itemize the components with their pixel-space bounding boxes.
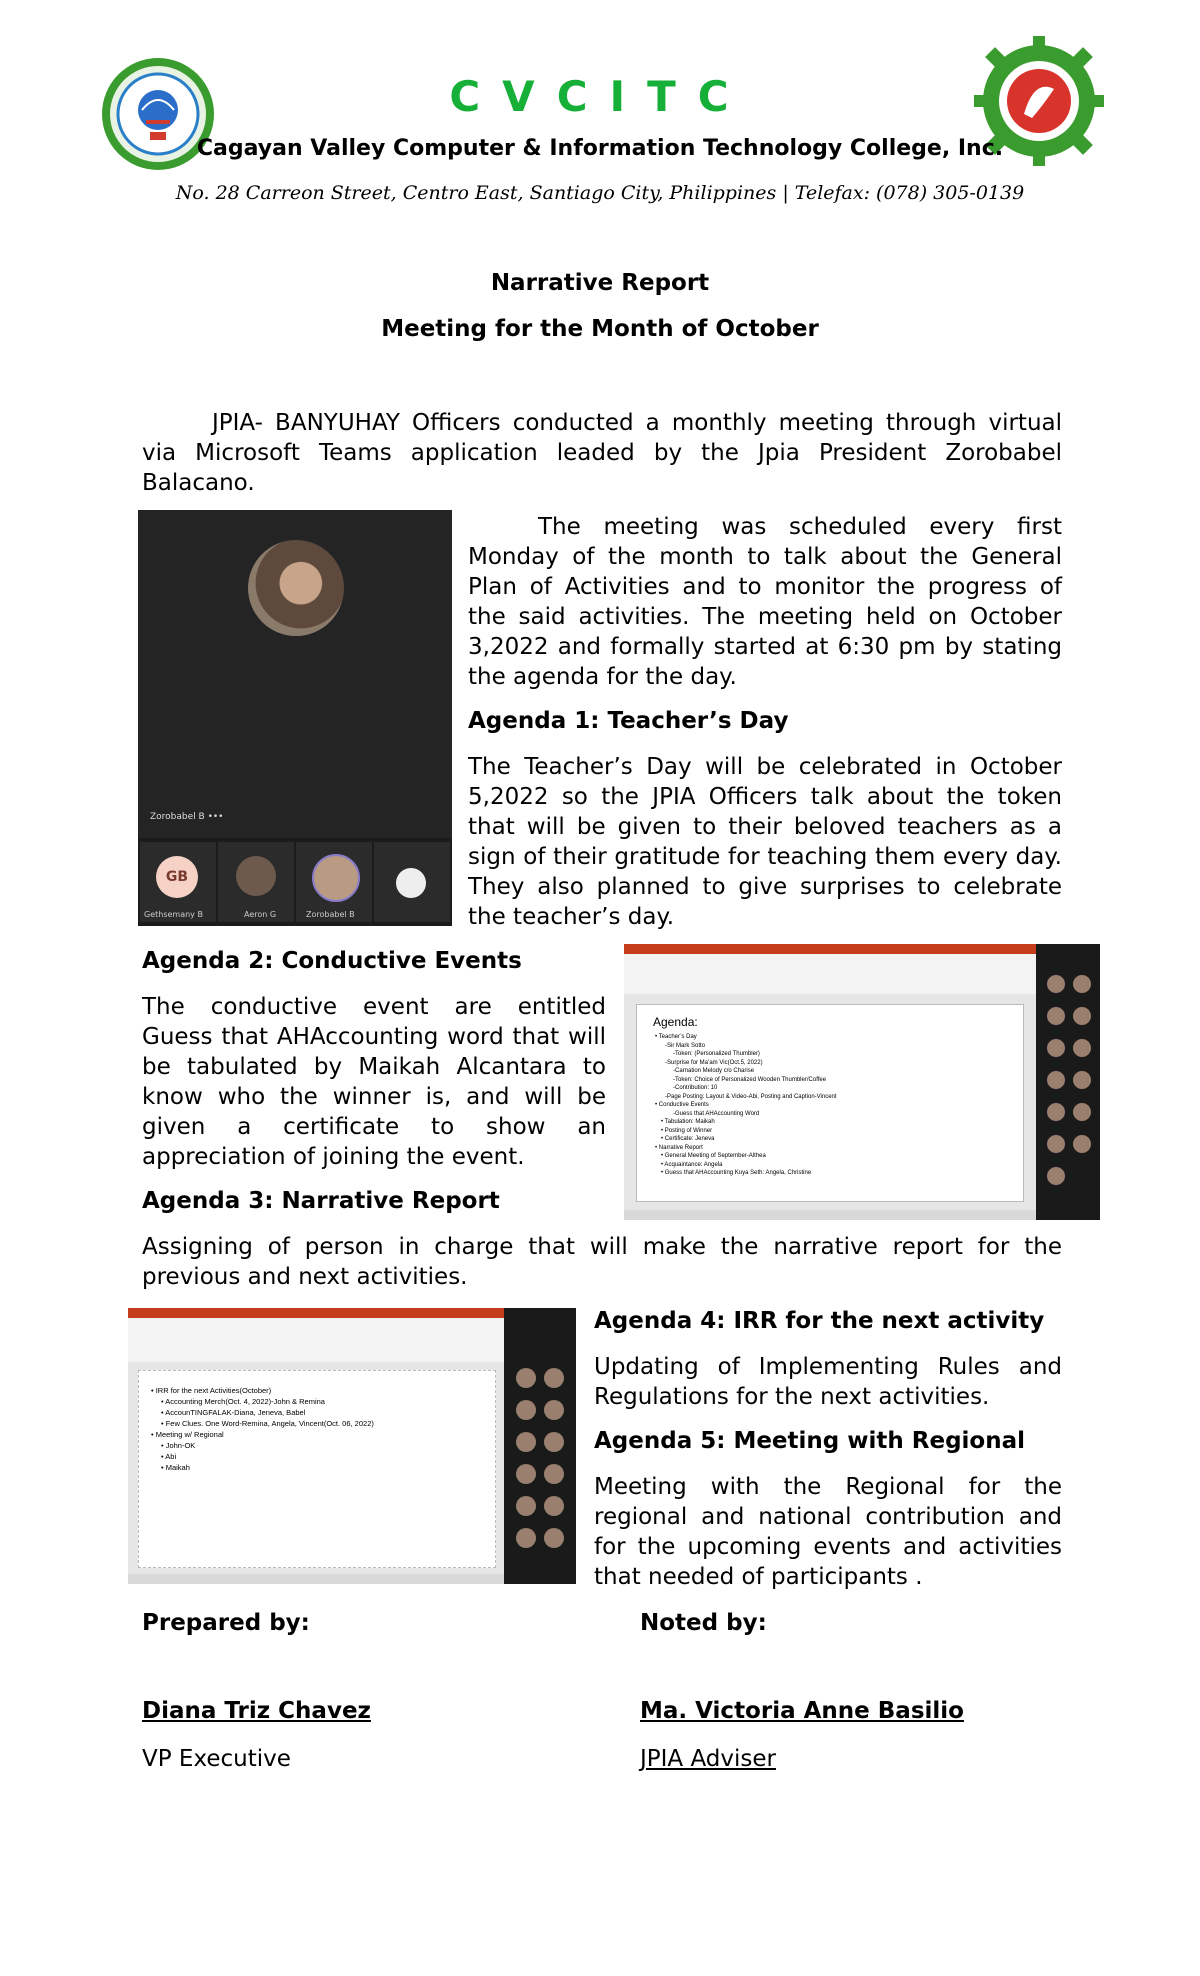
prepared-by-name: Diana Triz Chavez: [142, 1698, 371, 1724]
agenda-5-heading: Agenda 5: Meeting with Regional: [594, 1428, 1025, 1454]
slide-line: • Accounting Merch(Oct. 4, 2022)-John & Remina: [161, 1397, 325, 1406]
teams-call-screenshot: [138, 510, 452, 926]
participant-name: Aeron G: [244, 910, 277, 919]
participant-strip: [138, 838, 452, 926]
ppt-title-bar: [624, 944, 1036, 954]
slide-line: • General Meeting of September-Althea: [661, 1153, 766, 1159]
slide-line: • Meeting w/ Regional: [151, 1430, 224, 1439]
ppt-status-bar: [624, 1210, 1036, 1220]
participant-gallery: [504, 1308, 576, 1584]
slide-line: -Token: Choice of Personalized Wooden Thumbler/Coffee: [673, 1076, 827, 1083]
ppt-ribbon: [624, 954, 1036, 995]
participant-gallery: [1036, 944, 1100, 1220]
slide-line: -Guess that AHAccounting Word: [673, 1110, 760, 1117]
participant-avatars: [1036, 944, 1100, 1220]
speaker-name: Zorobabel B •••: [150, 812, 224, 822]
participant-tile: [140, 842, 216, 922]
ppt-status-bar: [128, 1574, 504, 1584]
prepared-by-label: Prepared by:: [142, 1610, 310, 1636]
slide-agenda-list: [655, 1033, 1015, 1178]
slide-line: • Few Clues. One Word-Remina, Angela, Vincent(Oct. 06, 2022): [161, 1419, 374, 1428]
agenda-1-body: The Teacher’s Day will be celebrated in October 5,2022 so the JPIA Officers talk about the token that will be given to their beloved teachers as a sign of their gratitude for teaching them every day. They also planned to give surprises to celebrate the teacher’s day.: [468, 754, 1062, 930]
noted-by-label: Noted by:: [640, 1610, 767, 1636]
slide-line: • AccounTINGFALAK-Diana, Jeneva, Babel: [161, 1408, 306, 1417]
slide-line: • John-OK: [161, 1441, 196, 1450]
noted-by-name: Ma. Victoria Anne Basilio: [640, 1698, 964, 1724]
participant-avatars: [504, 1308, 576, 1584]
slide-line: • Posting of Winner: [661, 1127, 713, 1134]
participant-tile: [218, 842, 294, 922]
slide-line: • Conductive Events: [655, 1102, 709, 1108]
participant-tile: [296, 842, 372, 922]
noted-by-role: JPIA Adviser: [640, 1746, 777, 1772]
college-name: Cagayan Valley Computer & Information Technology College, Inc.: [196, 136, 1004, 161]
speaker-avatar: [248, 540, 344, 636]
participant-tile: [374, 842, 450, 922]
slide-line: • Certificate: Jeneva: [661, 1136, 715, 1142]
participant-avatar: [312, 854, 360, 902]
report-title: Narrative Report: [490, 270, 710, 296]
participant-avatar: [396, 868, 426, 898]
slide-line: • IRR for the next Activities(October): [151, 1386, 272, 1395]
prepared-by-role: VP Executive: [142, 1746, 291, 1772]
agenda-2-body: The conductive event are entitled Guess that AHAccounting word that will be tabulated by Maikah Alcantara to know who the winner is, and will be given a certificate to show an appreciation of joining the event.: [142, 994, 606, 1170]
slide-line: • Acquaintance: Angela: [661, 1161, 723, 1168]
slide-line: -Carnation Melody c/o Charise: [673, 1068, 755, 1074]
ppt-slide: [138, 1370, 496, 1568]
slide-line: • Maikah: [161, 1463, 190, 1472]
agenda-5-body: Meeting with the Regional for the regional and national contribution and for the upcoming events and activities that needed of participants .: [594, 1474, 1062, 1590]
powerpoint-agenda-screenshot: [624, 944, 1100, 1220]
intro-paragraph: JPIA- BANYUHAY Officers conducted a monthly meeting through virtual via Microsoft Teams application leaded by the Jpia President Zorobabel Balacano.: [142, 410, 1062, 496]
slide-line: -Token: (Personalized Thumbler): [673, 1051, 760, 1057]
college-code: CVCITC: [449, 72, 751, 121]
slide-line: • Abi: [161, 1452, 177, 1461]
college-address: No. 28 Carreon Street, Centro East, Santiago City, Philippines | Telefax: (078) 305-0139: [175, 182, 1025, 204]
ppt-slide: [636, 1004, 1024, 1202]
participant-initials: GB: [156, 856, 198, 898]
slide-line: • Teacher’s Day: [655, 1034, 697, 1040]
powerpoint-irr-screenshot: [128, 1308, 576, 1584]
slide-irr-list: [151, 1385, 487, 1473]
slide-line: • Tabulation: Maikah: [661, 1119, 715, 1125]
agenda-1-heading: Agenda 1: Teacher’s Day: [468, 708, 789, 734]
participant-name: Gethsemany B: [144, 910, 203, 919]
slide-line: -Surprise for Ma’am Vic(Oct.5, 2022): [665, 1059, 763, 1066]
slide-title: Agenda:: [653, 1015, 698, 1029]
slide-line: -Sir Mark Sotto: [665, 1042, 706, 1049]
slide-line: • Guess that AHAccounting Kuya Seth: Angela, Christine: [661, 1170, 812, 1176]
slide-line: • Narrative Report: [655, 1144, 703, 1151]
agenda-4-body: Updating of Implementing Rules and Regulations for the next activities.: [594, 1354, 1062, 1410]
ppt-title-bar: [128, 1308, 504, 1318]
agenda-2-heading: Agenda 2: Conductive Events: [142, 948, 522, 974]
slide-line: -Page Posting: Layout & Video-Abi, Posting and Caption-Vincent: [665, 1093, 837, 1100]
report-subtitle: Meeting for the Month of October: [381, 316, 819, 342]
agenda-4-heading: Agenda 4: IRR for the next activity: [594, 1308, 1045, 1334]
ppt-canvas: [128, 1362, 504, 1574]
agenda-3-heading: Agenda 3: Narrative Report: [142, 1188, 500, 1214]
ppt-canvas: [624, 994, 1036, 1210]
participant-name: Zorobabel B: [306, 910, 355, 919]
participant-avatar: [236, 856, 276, 896]
schedule-paragraph: The meeting was scheduled every first Monday of the month to talk about the General Plan of Activities and to monitor the progress of the said activities. The meeting held on October 3,2022 and formally started at 6:30 pm by stating the agenda for the day.: [468, 514, 1062, 690]
ppt-ribbon: [128, 1318, 504, 1363]
agenda-3-body: Assigning of person in charge that will make the narrative report for the previous and next activities.: [142, 1234, 1062, 1290]
slide-line: -Contribution: 10: [673, 1085, 718, 1091]
